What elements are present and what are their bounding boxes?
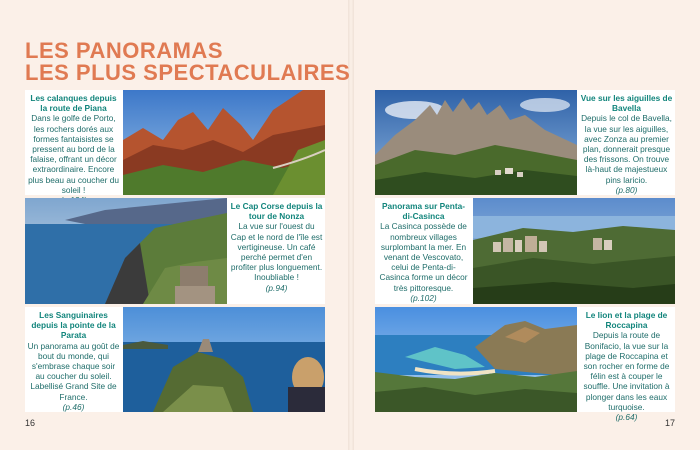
card-piana bbox=[25, 90, 325, 195]
card-page-ref: (p.46) bbox=[62, 401, 85, 412]
card-sanguinaires-text bbox=[25, 307, 122, 412]
card-roccapina bbox=[375, 307, 675, 423]
card-body: Depuis le col de Bavella, la vue sur les aiguilles, avec Zonza au premier plan, donnerait presque des frissons. On trouve là-haut de majestueux pins laricio. bbox=[581, 113, 672, 185]
page-title bbox=[25, 40, 350, 84]
title-line-2: LES PLUS SPECTACULAIRES bbox=[25, 60, 351, 85]
card-roccapina-text bbox=[578, 307, 675, 423]
photo-penta-di-casinca bbox=[473, 198, 675, 304]
card-page-ref: (p.94) bbox=[265, 282, 288, 293]
card-body: La vue sur l'ouest du Cap et le nord de l'île est vertigineuse. Un café perché permet d'en profiter plus longuement. Inoubliable ! bbox=[230, 221, 323, 283]
card-heading: Panorama sur Penta-di-Casinca bbox=[382, 201, 465, 222]
card-heading: Vue sur les aiguilles de Bavella bbox=[580, 93, 673, 114]
card-page-ref: (p.64) bbox=[615, 412, 638, 423]
card-nonza-text bbox=[228, 198, 325, 304]
card-body: La Casinca possède de nombreux villages surplombant la mer. En venant de Vescovato, celui de Penta-di-Casinca forme un décor très pittoresque. bbox=[379, 221, 468, 293]
photo-roccapina bbox=[375, 307, 577, 412]
card-heading: Les calanques depuis la route de Piana bbox=[30, 93, 117, 114]
card-heading: Les Sanguinaires depuis la pointe de la Parata bbox=[31, 310, 116, 341]
title-line-1: LES PANORAMAS bbox=[25, 38, 223, 63]
card-sanguinaires bbox=[25, 307, 325, 412]
card-heading: Le lion et la plage de Roccapina bbox=[585, 310, 668, 331]
page-number-left: 16 bbox=[25, 418, 36, 428]
card-heading: Le Cap Corse depuis la tour de Nonza bbox=[230, 201, 323, 222]
card-piana-text bbox=[25, 90, 122, 195]
card-nonza bbox=[25, 198, 325, 304]
card-page-ref: (p.102) bbox=[410, 292, 437, 303]
card-penta bbox=[375, 198, 675, 304]
card-bavella-text bbox=[578, 90, 675, 195]
card-body: Un panorama au goût de bout du monde, qui s'embrase chaque soir au coucher du soleil. Labellisé Grand Site de France. bbox=[27, 340, 120, 402]
photo-bavella-aiguilles bbox=[375, 90, 577, 195]
card-body: Depuis la route de Bonifacio, la vue sur la plage de Roccapina et son rocher en forme de félin est à couper le souffle. Une invitation à plonger dans les eaux turquoise. bbox=[583, 330, 670, 412]
card-penta-text bbox=[375, 198, 472, 304]
photo-piana-calanques bbox=[123, 90, 325, 195]
page-number-right: 17 bbox=[665, 418, 676, 428]
card-bavella bbox=[375, 90, 675, 195]
photo-nonza-cap-corse bbox=[25, 198, 227, 304]
card-body: Dans le golfe de Porto, les rochers dorés aux formes fantaisistes se pressent au bord de la falaise, offrant un décor extraordinaire. Encore plus beau au coucher du soleil ! bbox=[28, 113, 119, 195]
card-page-ref: (p.80) bbox=[615, 184, 638, 195]
photo-sanguinaires bbox=[123, 307, 325, 412]
